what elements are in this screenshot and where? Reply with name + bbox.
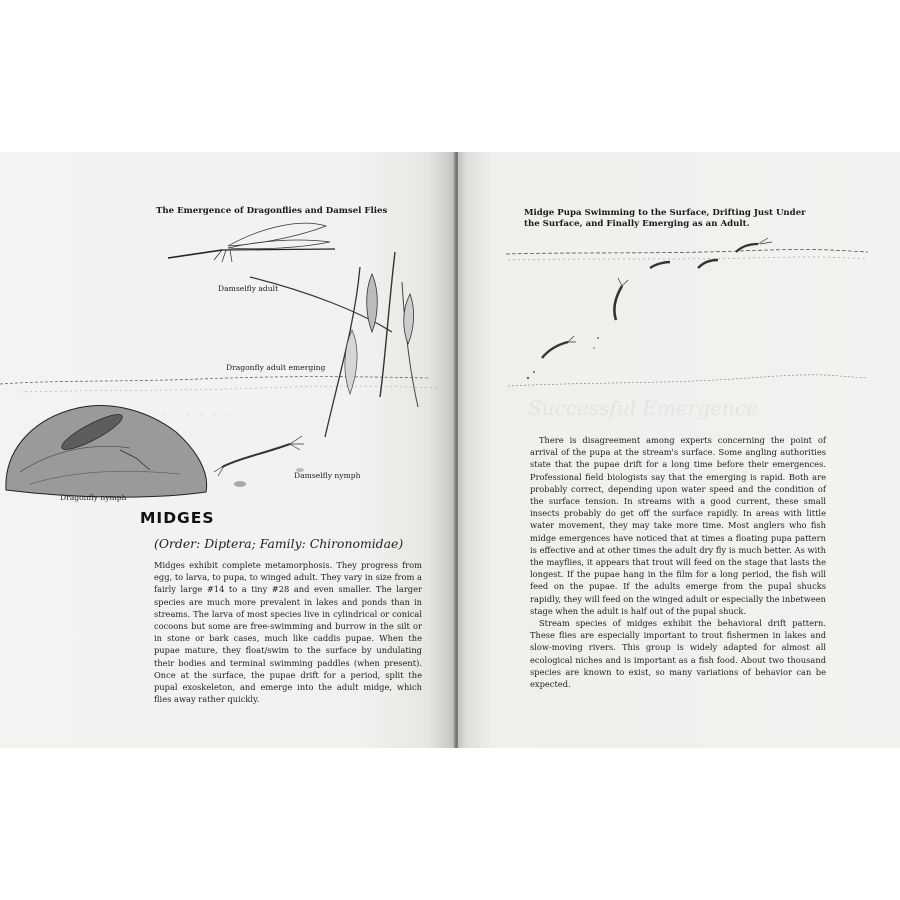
figure-title-left: The Emergence of Dragonflies and Damsel Flies bbox=[156, 206, 388, 216]
body-text-left: Midges exhibit complete metamorphosis. They progress from egg, to larva, to pupa, to winged adult. They vary in size from a fairly large #14 to a tiny #28 and even smaller. The larger species are much more prevalent in lakes and ponds than in streams. The larva of most species live in cylindrical or conical cocoons but some are free-swimming and burrow in the silt or in stone or bark cases, much like caddis pupae. When the pupae mature, they float/swim to the surface by undulating their bodies and terminal swimming paddles (when present). Once at the surface, the pupae drift for a period, split the pupal exoskeleton, and emerge into the adult midge, which flies away rather quickly. bbox=[154, 560, 422, 705]
label-damselfly-nymph: Damselfly nymph bbox=[294, 471, 361, 480]
right-page bbox=[458, 152, 900, 748]
paragraph-2: Stream species of midges exhibit the behavioral drift pattern. These flies are especially important to trout fishermen in lakes and slow-moving rivers. This group is widely adapted for almost all ecological niches and is important as a fish food. About two thousand species are known to exist, so many variations of behavior can be expected. bbox=[530, 618, 826, 690]
book-spread bbox=[0, 152, 900, 748]
figure-title-right: Midge Pupa Swimming to the Surface, Drifting Just Under the Surface, and Finally Emerging as an Adult. bbox=[524, 208, 806, 229]
label-damselfly-adult: Damselfly adult bbox=[218, 284, 279, 293]
midge-pupa-illustration bbox=[498, 238, 878, 398]
section-subheading: (Order: Diptera; Family: Chironomidae) bbox=[154, 536, 404, 551]
label-dragonfly-nymph: Dragonfly nymph bbox=[60, 493, 127, 502]
bleed-through-text: Successful Emergence bbox=[528, 396, 758, 420]
left-page bbox=[0, 152, 455, 748]
dragonfly-emergence-illustration bbox=[0, 222, 455, 502]
paragraph-1: There is disagreement among experts concerning the point of arrival of the pupa at the stream's surface. Some angling authorities state that the pupae drift for a long time before their emergences. Professional field biologists say that the emerging is rapid. Both are probably correct, depending upon water speed and the condition of the surface tension. In streams with a good current, these small insects probably do get off the surface rapidly. In areas with little water movement, they may take more time. Most anglers who fish midge emergences have noticed that at times a floating pupa pattern is effective and at other times the adult dry fly is much better. As with the mayflies, it appears that trout will feed on the stage that lasts the longest. If the pupae hang in the film for a long period, the fish will feed on the pupae. If the adults emerge from the pupal shucks rapidly, they will feed on the winged adult or especially the inbetween stage when the adult is half out of the pupal shuck. bbox=[530, 435, 826, 616]
body-text-right bbox=[530, 434, 826, 690]
section-heading: MIDGES bbox=[140, 509, 215, 527]
bleed-through-text: · · · · · · bbox=[160, 402, 230, 426]
label-dragonfly-adult-emerging: Dragonfly adult emerging bbox=[226, 363, 326, 372]
